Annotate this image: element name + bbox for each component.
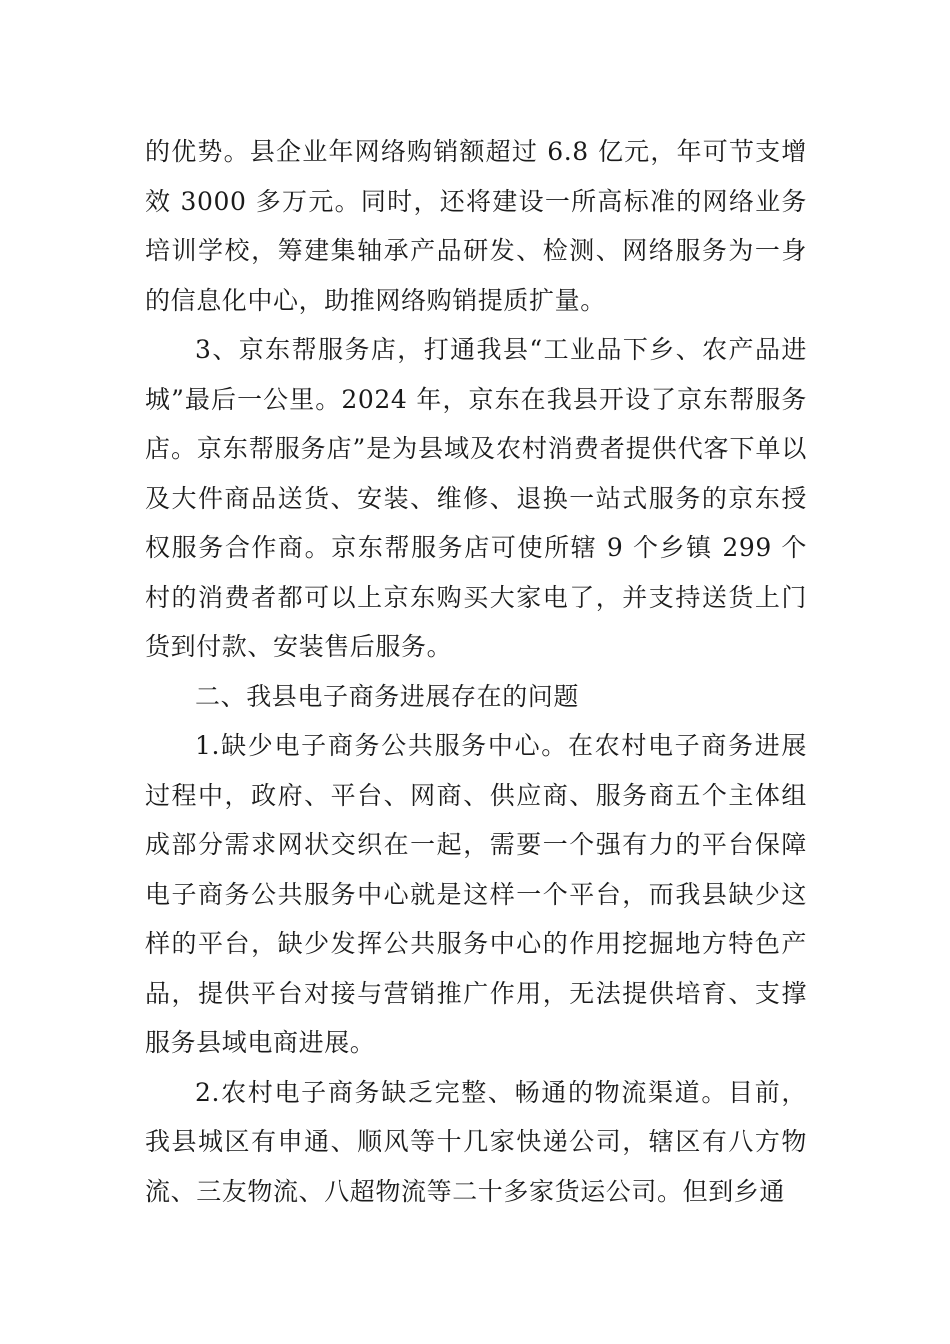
paragraph-public-service-center: 1.缺少电子商务公共服务中心。在农村电子商务进展过程中，政府、平台、网商、供应商、服务商五个主体组成部分需求网状交织在一起，需要一个强有力的平台保障电子商务公共服务中心就是这样一个平台，而我县缺少这样的平台，缺少发挥公共服务中心的作用挖掘地方特色产品，提供平台对接与营销推广作用，无法提供培育、支撑服务县域电商进展。 bbox=[145, 731, 807, 1057]
document-body bbox=[145, 127, 807, 1216]
paragraph-jd-service-store: 3、京东帮服务店，打通我县“工业品下乡、农产品进城”最后一公里。2024 年，京东在我县开设了京东帮服务店。京东帮服务店”是为县域及农村消费者提供代客下单以及大件商品送货、安装、维修、退换一站式服务的京东授权服务合作商。京东帮服务店可使所辖 9 个乡镇 299 个村的消费者都可以上京东购买大家电了，并支持送货上门货到付款、安装售后服务。 bbox=[145, 335, 807, 661]
paragraph-advantage-continued: 的优势。县企业年网络购销额超过 6.8 亿元，年可节支增效 3000 多万元。同时，还将建设一所高标准的网络业务培训学校，筹建集轴承产品研发、检测、网络服务为一身的信息化中心，助推网络购销提质扩量。 bbox=[145, 137, 807, 315]
paragraph-logistics-channels: 2.农村电子商务缺乏完整、畅通的物流渠道。目前，我县城区有申通、顺风等十几家快递公司，辖区有八方物流、三友物流、八超物流等二十多家货运公司。但到乡通 bbox=[145, 1077, 807, 1206]
section-heading-problems: 二、我县电子商务进展存在的问题 bbox=[195, 681, 580, 711]
